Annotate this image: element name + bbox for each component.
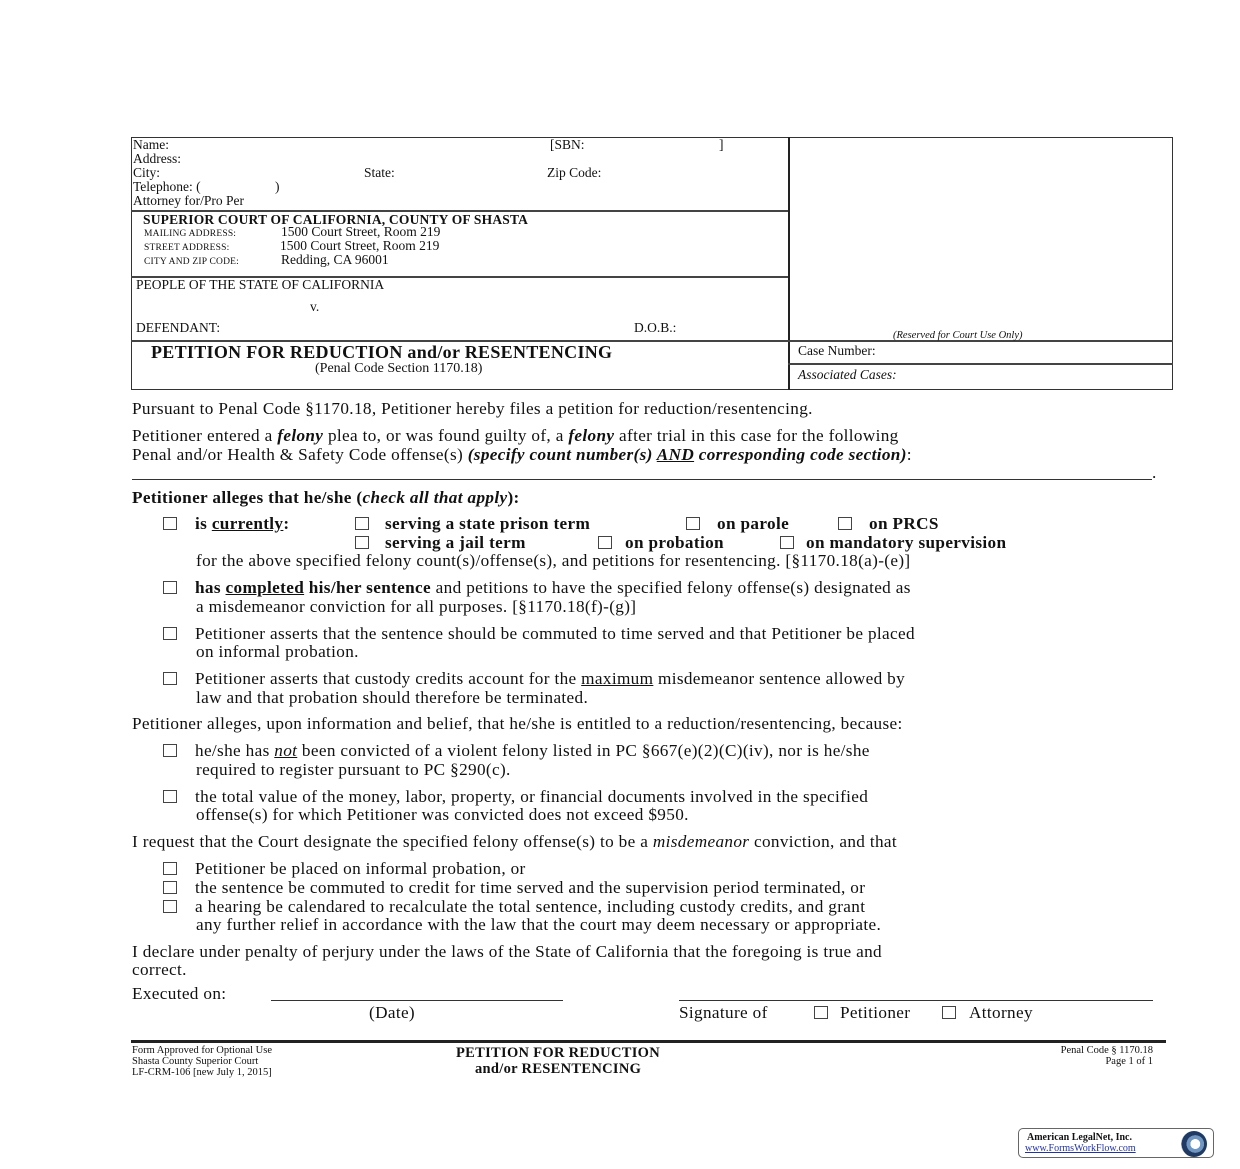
city-field-label[interactable]: City: xyxy=(133,165,161,180)
maximum-underlined: maximum xyxy=(581,669,654,688)
declaration-line-1: I declare under penalty of perjury under the laws of the State of California that the foregoing is true and xyxy=(132,942,883,961)
checkbox-signature-petitioner[interactable] xyxy=(814,1006,828,1019)
checkbox-not-violent-felony[interactable] xyxy=(163,744,177,757)
company-url-link[interactable]: www.FormsWorkFlow.com xyxy=(1025,1143,1136,1154)
footer-right xyxy=(1000,1045,1153,1067)
executed-on-label: Executed on: xyxy=(132,984,227,1003)
entered-line-2 xyxy=(132,445,912,465)
instruction: check all that apply xyxy=(362,488,508,507)
sbn-field-label[interactable]: [SBN: xyxy=(550,137,585,152)
case-number-field-label[interactable]: Case Number: xyxy=(798,343,876,358)
custody-line-2: law and that probation should therefore be terminated. xyxy=(196,688,589,707)
completed-line-2: a misdemeanor conviction for all purposes. [§1170.18(f)-(g)] xyxy=(196,597,637,616)
checkbox-signature-attorney[interactable] xyxy=(942,1006,956,1019)
offense-input-line[interactable] xyxy=(132,479,1152,480)
address-field-label[interactable]: Address: xyxy=(133,151,181,166)
street-address-label: STREET ADDRESS: xyxy=(144,243,230,253)
text: : xyxy=(906,445,912,464)
defendant-field-label[interactable]: DEFENDANT: xyxy=(136,320,221,335)
signature-input-line[interactable] xyxy=(679,1000,1153,1001)
name-field-label[interactable]: Name: xyxy=(133,137,169,152)
text: Petitioner asserts that custody credits account for the xyxy=(195,669,582,688)
checkbox-commuted-time-served[interactable] xyxy=(163,627,177,640)
checkbox-state-prison[interactable] xyxy=(355,517,369,530)
not-convicted-line-1 xyxy=(195,741,870,761)
telephone-field-label[interactable]: Telephone: ( xyxy=(133,179,201,194)
option-parole: on parole xyxy=(717,514,790,533)
option-jail-term: serving a jail term xyxy=(385,533,526,552)
signature-of-label: Signature of xyxy=(679,1003,768,1022)
completed-line-1 xyxy=(195,578,911,598)
checkbox-commute-credit[interactable] xyxy=(163,881,177,894)
footer-form-id: LF-CRM-106 [new July 1, 2015] xyxy=(132,1067,272,1078)
text: ): xyxy=(507,488,520,507)
text: his/her sentence xyxy=(304,578,432,597)
intro-paragraph: Pursuant to Penal Code §1170.18, Petitioner hereby files a petition for reduction/resentencing. xyxy=(132,399,813,418)
versus-label: v. xyxy=(310,299,320,314)
instruction-and: AND xyxy=(656,445,695,464)
currently-underlined: currently xyxy=(211,514,284,533)
alleges-heading xyxy=(132,488,520,508)
option-probation: on probation xyxy=(625,533,724,552)
request-option-commute-credit: the sentence be commuted to credit for time served and the supervision period terminated, or xyxy=(195,878,866,897)
americanlegalnet-badge[interactable] xyxy=(1018,1128,1214,1158)
footer-approval: Form Approved for Optional Use xyxy=(132,1045,272,1056)
text: : xyxy=(283,514,290,533)
declaration-line-2: correct. xyxy=(132,960,187,979)
entered-line-1 xyxy=(132,426,899,446)
checkbox-is-currently[interactable] xyxy=(163,517,177,530)
emphasis-felony: felony xyxy=(277,426,324,445)
request-option-informal-probation: Petitioner be placed on informal probation, or xyxy=(195,859,526,878)
sbn-close-bracket: ] xyxy=(719,137,724,152)
instruction: (specify count number(s) xyxy=(467,445,657,464)
currently-tail: for the above specified felony count(s)/offense(s), and petitions for resentencing. [§1170.18(a)-(e)] xyxy=(196,551,911,570)
zip-field-label[interactable]: Zip Code: xyxy=(547,165,602,180)
text: after trial in this case for the following xyxy=(614,426,899,445)
is-currently-label xyxy=(195,514,289,534)
text: Petitioner entered a xyxy=(132,426,278,445)
checkbox-value-under-950[interactable] xyxy=(163,790,177,803)
state-field-label[interactable]: State: xyxy=(364,165,395,180)
telephone-close-paren: ) xyxy=(275,179,280,194)
belief-heading: Petitioner alleges, upon information and belief, that he/she is entitled to a reduction/resentencing, because: xyxy=(132,714,903,733)
custody-line-1 xyxy=(195,669,905,689)
text: and petitions to have the specified felony offense(s) designated as xyxy=(431,578,911,597)
footer-page-number: Page 1 of 1 xyxy=(1105,1056,1153,1067)
instruction: corresponding code section) xyxy=(694,445,907,464)
text: been convicted of a violent felony listed in PC §667(e)(2)(C)(iv), nor is he/she xyxy=(297,741,870,760)
date-input-line[interactable] xyxy=(271,1000,563,1001)
mailing-address-value: 1500 Court Street, Room 219 xyxy=(281,224,441,239)
street-address-value: 1500 Court Street, Room 219 xyxy=(280,238,440,253)
footer-title-line-1: PETITION FOR REDUCTION xyxy=(456,1045,660,1061)
not-convicted-line-2: required to register pursuant to PC §290(c). xyxy=(196,760,511,779)
total-value-line-1: the total value of the money, labor, property, or financial documents involved in the specified xyxy=(195,787,869,806)
option-mandatory-supervision: on mandatory supervision xyxy=(806,533,1007,552)
text: Petitioner alleges that he/she ( xyxy=(132,488,363,507)
city-zip-value: Redding, CA 96001 xyxy=(281,252,389,267)
checkbox-parole[interactable] xyxy=(686,517,700,530)
company-name: American LegalNet, Inc. xyxy=(1027,1132,1132,1143)
emphasis-felony: felony xyxy=(568,426,615,445)
city-zip-label: CITY AND ZIP CODE: xyxy=(144,257,239,267)
footer-code: Penal Code § 1170.18 xyxy=(1060,1045,1153,1056)
footer-rule xyxy=(131,1040,1166,1043)
checkbox-jail-term[interactable] xyxy=(355,536,369,549)
request-heading xyxy=(132,832,897,852)
mailing-address-label: MAILING ADDRESS: xyxy=(144,229,237,239)
footer-court: Shasta County Superior Court xyxy=(132,1056,259,1067)
option-prcs: on PRCS xyxy=(869,514,939,533)
associated-cases-field-label[interactable]: Associated Cases: xyxy=(798,367,897,382)
text: has xyxy=(195,578,226,597)
footer-title xyxy=(456,1045,660,1077)
dob-field-label[interactable]: D.O.B.: xyxy=(634,320,677,335)
commuted-line-1: Petitioner asserts that the sentence should be commuted to time served and that Petitioner be placed xyxy=(195,624,915,643)
checkbox-hearing[interactable] xyxy=(163,900,177,913)
text: conviction, and that xyxy=(749,832,898,851)
footer-title-line-2: and/or RESENTENCING xyxy=(475,1061,642,1077)
checkbox-prcs[interactable] xyxy=(838,517,852,530)
checkbox-probation[interactable] xyxy=(598,536,612,549)
attorney-for-field-label[interactable]: Attorney for/Pro Per xyxy=(133,193,244,208)
text: is xyxy=(195,514,212,533)
caption-rule xyxy=(788,363,1173,365)
checkbox-custody-credits[interactable] xyxy=(163,672,177,685)
offense-line-period: . xyxy=(1152,463,1157,482)
misdemeanor-emphasis: misdemeanor xyxy=(652,832,750,851)
globe-icon xyxy=(1181,1131,1207,1157)
text: I request that the Court designate the specified felony offense(s) to be a xyxy=(132,832,653,851)
option-state-prison: serving a state prison term xyxy=(385,514,591,533)
request-tail: any further relief in accordance with the law that the court may deem necessary or appropriate. xyxy=(196,915,882,934)
text: he/she has xyxy=(195,741,275,760)
checkbox-completed-sentence[interactable] xyxy=(163,581,177,594)
not-emphasis: not xyxy=(274,741,298,760)
commuted-line-2: on informal probation. xyxy=(196,642,359,661)
form-subtitle: (Penal Code Section 1170.18) xyxy=(315,361,483,376)
signature-option-attorney: Attorney xyxy=(969,1003,1033,1022)
text: misdemeanor sentence allowed by xyxy=(653,669,906,688)
total-value-line-2: offense(s) for which Petitioner was convicted does not exceed $950. xyxy=(196,805,689,824)
signature-option-petitioner: Petitioner xyxy=(840,1003,911,1022)
reserved-note: (Reserved for Court Use Only) xyxy=(893,330,1023,341)
text: Penal and/or Health & Safety Code offense(s) xyxy=(132,445,468,464)
court-use-area xyxy=(790,139,1171,339)
text: plea to, or was found guilty of, a xyxy=(323,426,569,445)
date-caption: (Date) xyxy=(369,1003,415,1022)
completed-underlined: completed xyxy=(225,578,305,597)
footer-left xyxy=(132,1045,272,1078)
checkbox-informal-probation[interactable] xyxy=(163,862,177,875)
request-option-hearing: a hearing be calendared to recalculate the total sentence, including custody credits, and grant xyxy=(195,897,866,916)
form-title: PETITION FOR REDUCTION and/or RESENTENCING xyxy=(151,342,613,362)
court-title: SUPERIOR COURT OF CALIFORNIA, COUNTY OF SHASTA xyxy=(143,212,529,227)
plaintiff-name: PEOPLE OF THE STATE OF CALIFORNIA xyxy=(136,277,385,292)
checkbox-mandatory-supervision[interactable] xyxy=(780,536,794,549)
